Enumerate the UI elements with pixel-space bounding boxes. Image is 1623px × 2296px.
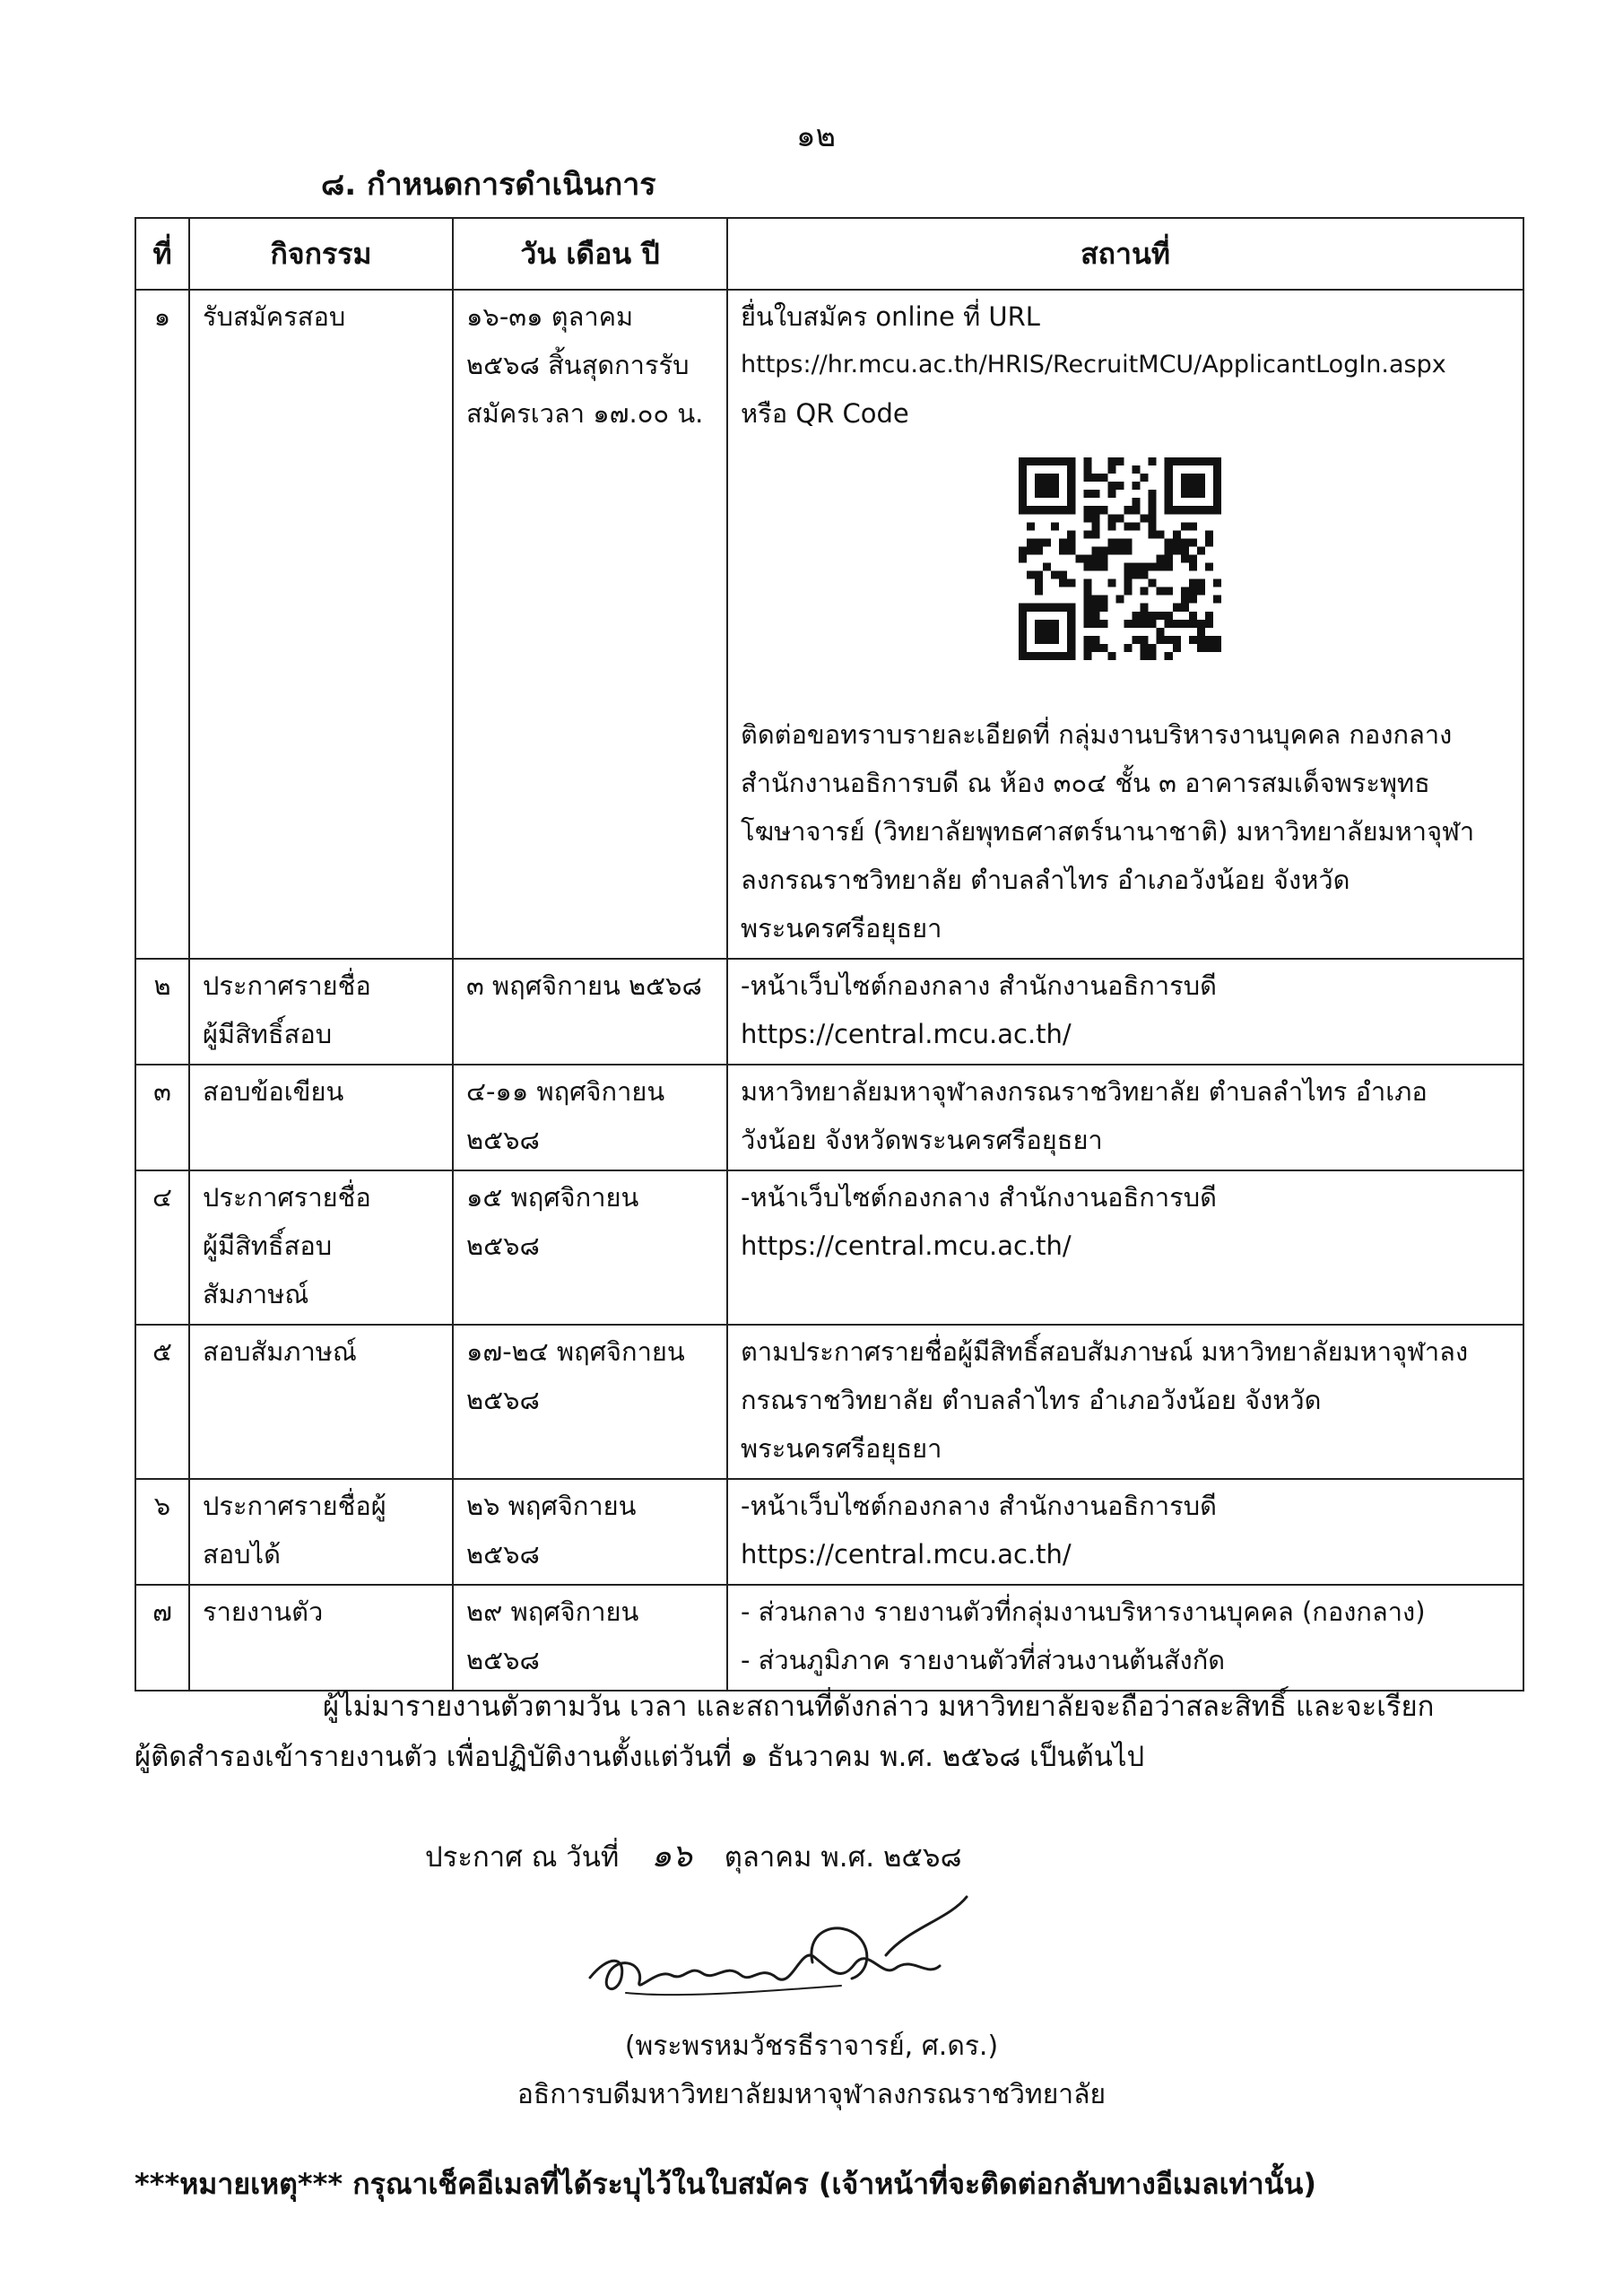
central-url-link[interactable]: https://central.mcu.ac.th/ — [741, 1019, 1072, 1049]
place-line: -หน้าเว็บไซต์กองกลาง สำนักงานอธิการบดี — [741, 970, 1217, 1001]
date-cell — [453, 959, 727, 1065]
place-line: -หน้าเว็บไซต์กองกลาง สำนักงานอธิการบดี — [741, 1491, 1217, 1521]
activity-cell — [189, 290, 453, 959]
table-row — [135, 1065, 1523, 1170]
date-line: ๒๕๖๘ — [466, 1125, 540, 1155]
contact-line: พระนครศรีอยุธยา — [741, 913, 942, 944]
activity-text: ผู้มีสิทธิ์สอบ — [203, 1231, 333, 1261]
row-number: ๓ — [135, 1065, 189, 1170]
place-cell — [727, 1170, 1523, 1325]
activity-cell — [189, 959, 453, 1065]
footer-line: ผู้ไม่มารายงานตัวตามวัน เวลา และสถานที่ดังกล่าว มหาวิทยาลัยจะถือว่าสละสิทธิ์ และจะเรียก — [323, 1691, 1435, 1723]
announce-day-handwritten: ๑๖ — [651, 1838, 692, 1874]
activity-text: รายงานตัว — [203, 1596, 324, 1627]
date-line: ๒๕๖๘ สิ้นสุดการรับ — [466, 350, 690, 380]
row-number: ๖ — [135, 1479, 189, 1585]
announce-prefix: ประกาศ ณ วันที่ — [425, 1841, 620, 1874]
place-line: - ส่วนภูมิภาค รายงานตัวที่ส่วนงานต้นสังกัด — [741, 1645, 1226, 1675]
date-line: ๑๕ พฤศจิกายน — [466, 1182, 639, 1213]
central-url-link[interactable]: https://central.mcu.ac.th/ — [741, 1231, 1072, 1261]
table-row — [135, 1325, 1523, 1479]
contact-line: ติดต่อขอทราบรายละเอียดที่ กลุ่มงานบริหารงานบุคคล กองกลาง — [741, 719, 1453, 750]
place-line: วังน้อย จังหวัดพระนครศรีอยุธยา — [741, 1125, 1103, 1155]
header-date: วัน เดือน ปี — [453, 218, 727, 290]
date-line: ๑๖-๓๑ ตุลาคม — [466, 301, 634, 332]
table-row — [135, 290, 1523, 959]
place-line: กรณราชวิทยาลัย ตำบลลำไทร อำเภอวังน้อย จังหวัด — [741, 1385, 1322, 1415]
central-url-link[interactable]: https://central.mcu.ac.th/ — [741, 1539, 1072, 1570]
place-cell — [727, 1479, 1523, 1585]
activity-cell — [189, 1585, 453, 1691]
row-number: ๔ — [135, 1170, 189, 1325]
place-line: หรือ QR Code — [741, 398, 909, 429]
date-line: ๒๕๖๘ — [466, 1539, 540, 1570]
table-row — [135, 1170, 1523, 1325]
activity-text: สอบสัมภาษณ์ — [203, 1336, 357, 1367]
date-line: ๒๕๖๘ — [466, 1645, 540, 1675]
signer-title: อธิการบดีมหาวิทยาลัยมหาจุฬาลงกรณราชวิทยาลัย — [516, 2079, 1107, 2110]
date-line: ๒๕๖๘ — [466, 1385, 540, 1415]
place-cell — [727, 959, 1523, 1065]
row-number: ๕ — [135, 1325, 189, 1479]
place-line: มหาวิทยาลัยมหาจุฬาลงกรณราชวิทยาลัย ตำบลลำไทร อำเภอ — [741, 1076, 1428, 1107]
table-row — [135, 1585, 1523, 1691]
date-line: ๒๕๖๘ — [466, 1231, 540, 1261]
activity-text: ประกาศรายชื่อ — [203, 970, 371, 1001]
signer-name: (พระพรหมวัชรธีราจารย์, ศ.ดร.) — [624, 2031, 999, 2062]
row-number: ๒ — [135, 959, 189, 1065]
date-line: ๔-๑๑ พฤศจิกายน — [466, 1076, 665, 1107]
date-line: ๒๖ พฤศจิกายน — [466, 1491, 637, 1521]
contact-line: ลงกรณราชวิทยาลัย ตำบลลำไทร อำเภอวังน้อย จังหวัด — [741, 865, 1350, 895]
date-cell — [453, 1065, 727, 1170]
header-no: ที่ — [135, 218, 189, 290]
place-line: -หน้าเว็บไซต์กองกลาง สำนักงานอธิการบดี — [741, 1182, 1217, 1213]
date-line: ๓ พฤศจิกายน ๒๕๖๘ — [466, 970, 702, 1001]
announce-suffix: ตุลาคม พ.ศ. ๒๕๖๘ — [724, 1841, 962, 1874]
date-line: ๒๙ พฤศจิกายน — [466, 1596, 639, 1627]
row-number: ๗ — [135, 1585, 189, 1691]
activity-cell — [189, 1325, 453, 1479]
activity-text: ผู้มีสิทธิ์สอบ — [203, 1019, 333, 1049]
activity-text: สอบได้ — [203, 1539, 281, 1570]
place-cell — [727, 1585, 1523, 1691]
activity-text: ประกาศรายชื่อผู้ — [203, 1491, 386, 1521]
footer-line: ผู้ติดสำรองเข้ารายงานตัว เพื่อปฏิบัติงานตั้งแต่วันที่ ๑ ธันวาคม พ.ศ. ๒๕๖๘ เป็นต้นไป — [135, 1741, 1145, 1773]
date-cell — [453, 1170, 727, 1325]
place-cell — [727, 1065, 1523, 1170]
page-number: ๑๒ — [796, 118, 836, 154]
date-cell — [453, 290, 727, 959]
row-number: ๑ — [135, 290, 189, 959]
activity-text: สอบข้อเขียน — [203, 1076, 344, 1107]
place-line: - ส่วนกลาง รายงานตัวที่กลุ่มงานบริหารงานบุคคล (กองกลาง) — [741, 1596, 1426, 1627]
date-cell — [453, 1325, 727, 1479]
date-cell — [453, 1585, 727, 1691]
activity-text: ประกาศรายชื่อ — [203, 1182, 371, 1213]
date-line: ๑๗-๒๔ พฤศจิกายน — [466, 1336, 685, 1367]
place-cell — [727, 1325, 1523, 1479]
note-text: ***หมายเหตุ*** กรุณาเช็คอีเมลที่ได้ระบุไว้ในใบสมัคร (เจ้าหน้าที่จะติดต่อกลับทางอีเมลเท่านั้น) — [135, 2167, 1316, 2201]
place-line: ยื่นใบสมัคร online ที่ URL — [741, 301, 1040, 332]
activity-text: สัมภาษณ์ — [203, 1279, 309, 1309]
date-cell — [453, 1479, 727, 1585]
footer-paragraph — [135, 1682, 1523, 1782]
header-place: สถานที่ — [727, 218, 1523, 290]
date-line: สมัครเวลา ๑๗.๐๐ น. — [466, 398, 704, 429]
table-row — [135, 959, 1523, 1065]
place-cell — [727, 290, 1523, 959]
table-header-row — [135, 218, 1523, 290]
qr-code-icon[interactable] — [1019, 457, 1221, 660]
schedule-table — [135, 217, 1524, 1692]
place-line: ตามประกาศรายชื่อผู้มีสิทธิ์สอบสัมภาษณ์ มหาวิทยาลัยมหาจุฬาลง — [741, 1336, 1469, 1367]
section-title: ๘. กำหนดการดำเนินการ — [321, 167, 656, 203]
header-activity: กิจกรรม — [189, 218, 453, 290]
application-url-link[interactable]: https://hr.mcu.ac.th/HRIS/RecruitMCU/ApplicantLogIn.aspx — [741, 351, 1446, 378]
activity-text: รับสมัครสอบ — [203, 301, 346, 332]
activity-cell — [189, 1170, 453, 1325]
signature-icon — [572, 1892, 994, 2027]
announce-date — [425, 1830, 962, 1881]
contact-line: โฆษาจารย์ (วิทยาลัยพุทธศาสตร์นานาชาติ) มหาวิทยาลัยมหาจุฬา — [741, 816, 1475, 847]
activity-cell — [189, 1479, 453, 1585]
place-line: พระนครศรีอยุธยา — [741, 1433, 942, 1464]
table-row — [135, 1479, 1523, 1585]
activity-cell — [189, 1065, 453, 1170]
contact-line: สำนักงานอธิการบดี ณ ห้อง ๓๐๔ ชั้น ๓ อาคารสมเด็จพระพุทธ — [741, 768, 1430, 798]
